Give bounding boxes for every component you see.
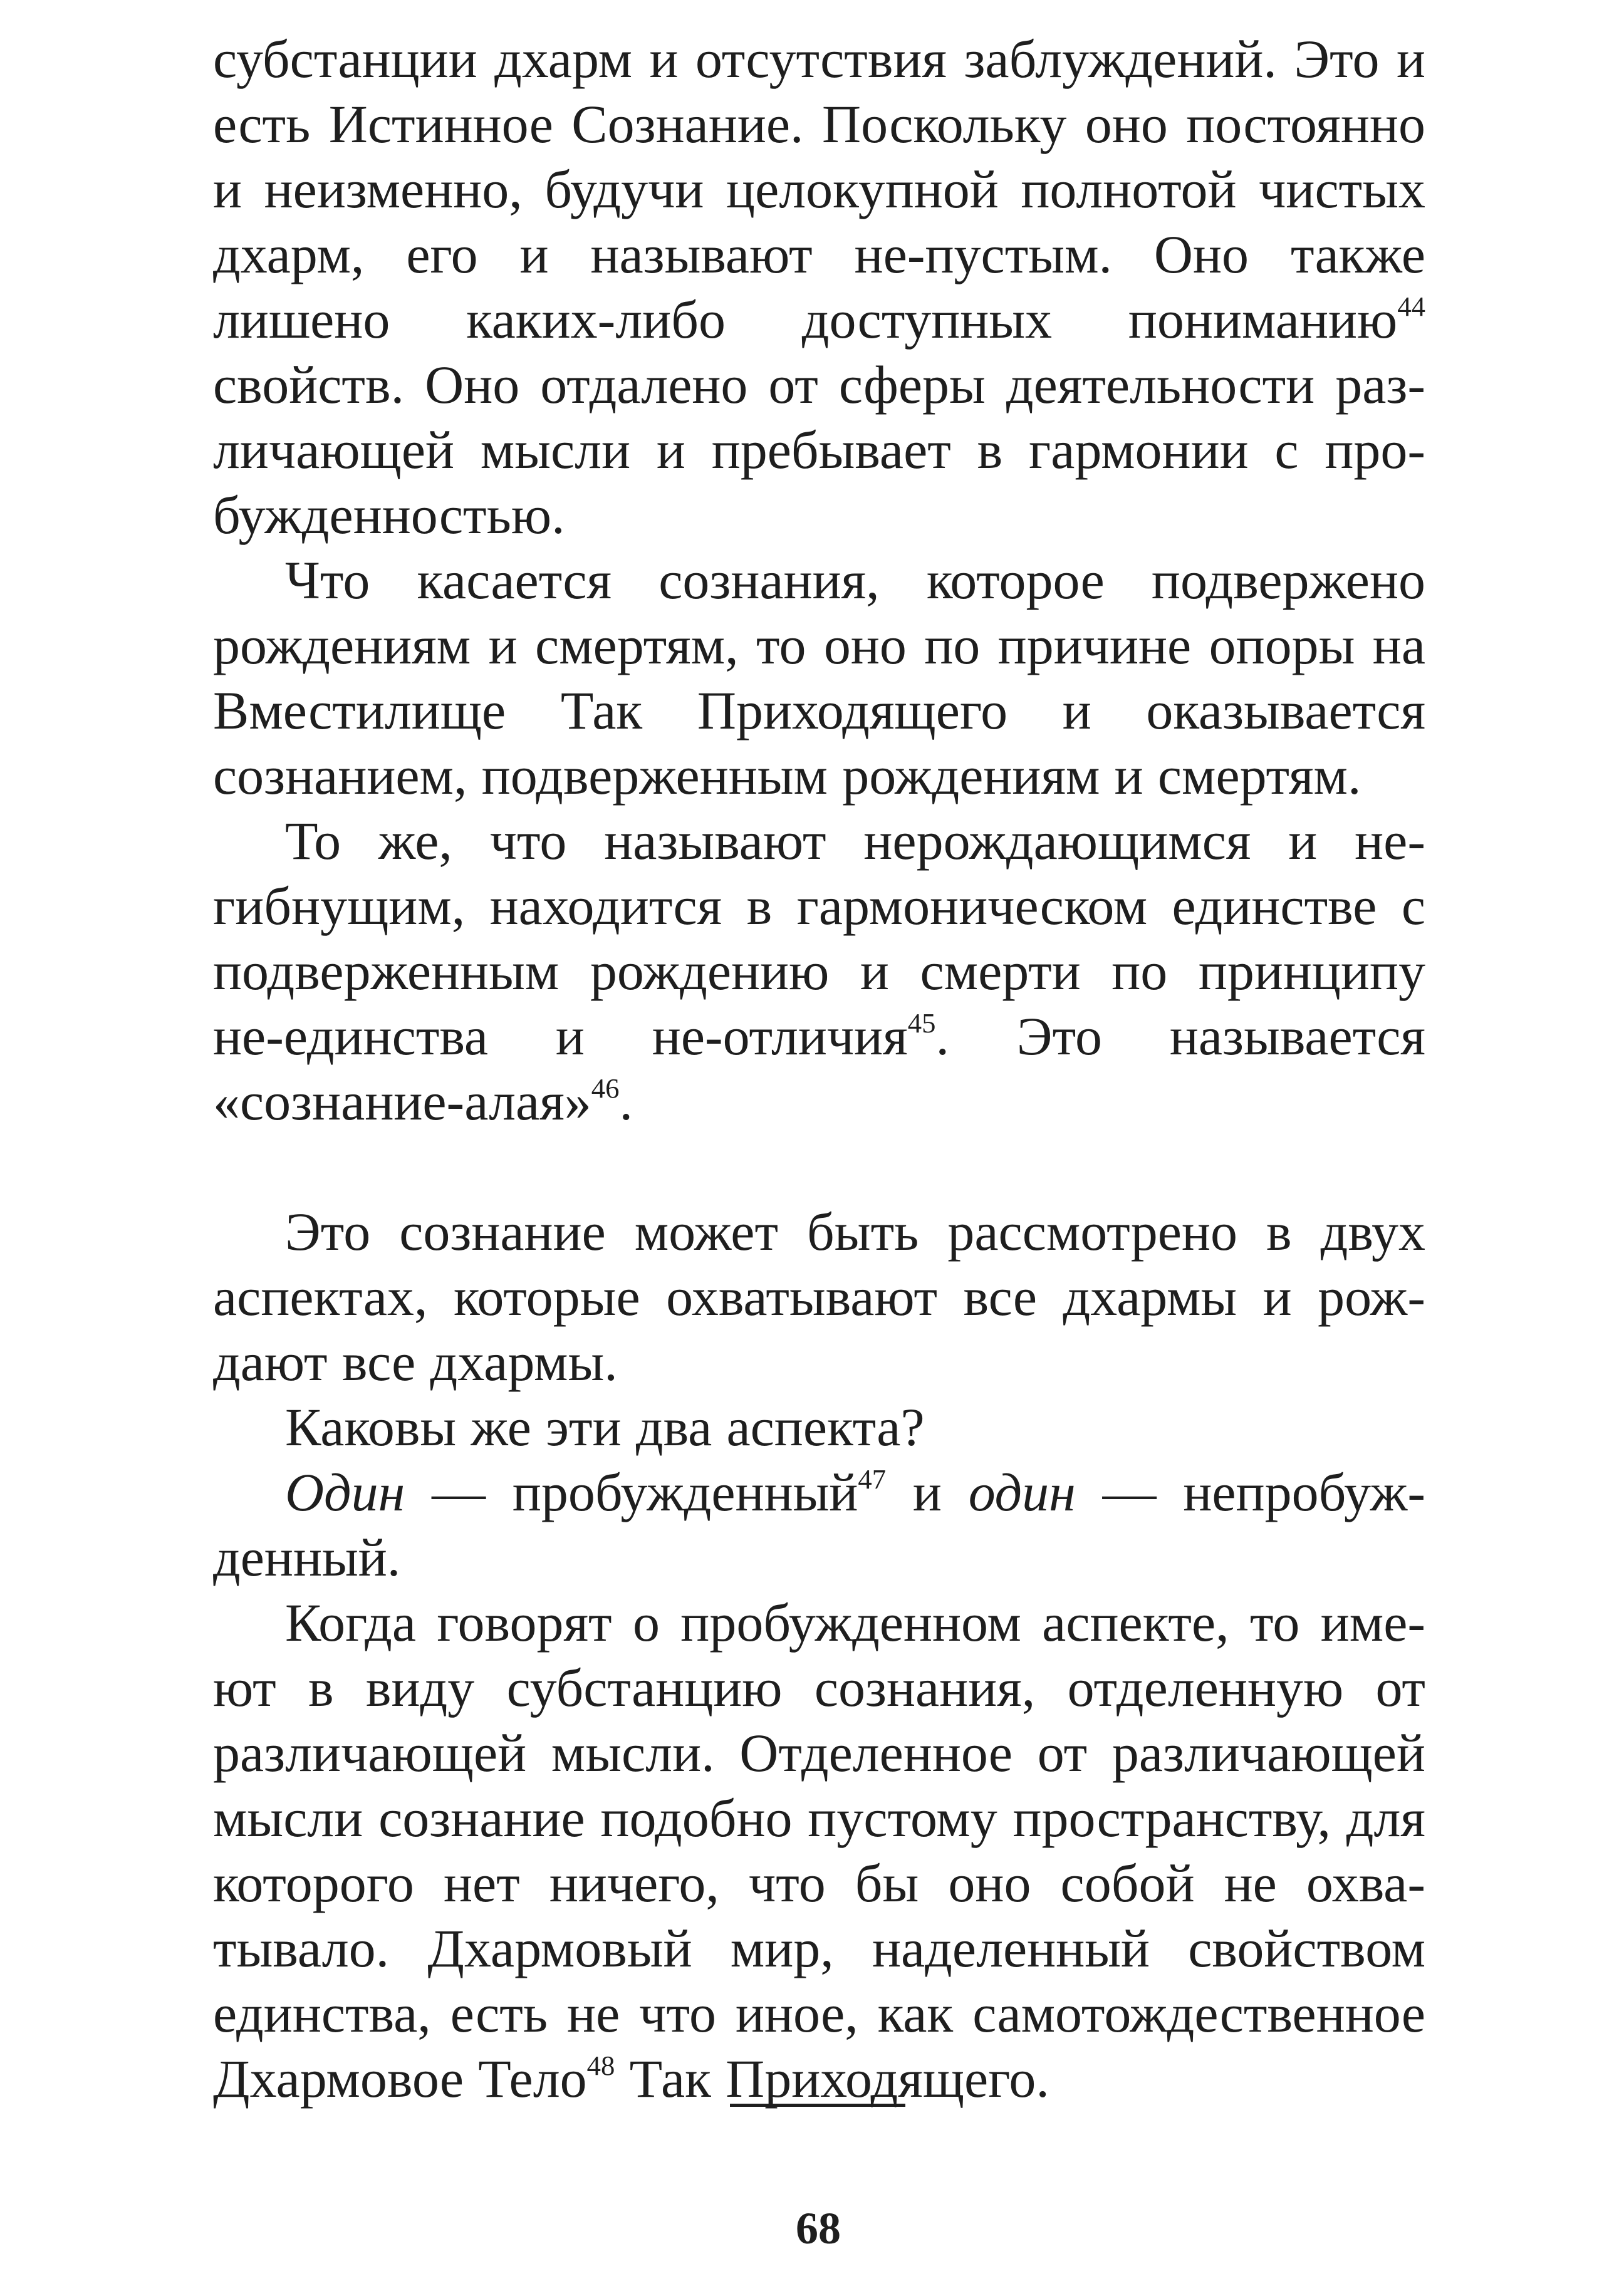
paragraph-p4: [213, 1199, 1425, 1395]
body-text: [213, 26, 1425, 2111]
paragraph-p7: [213, 1590, 1425, 2111]
text-run: То же, что называют нерождающимся и негибнущим, находится в гармоническом единстве с подверженным рождению и смерти по принципу не-единства и не-отличия: [213, 811, 1425, 1066]
footnote-ref-47: 47: [858, 1463, 887, 1495]
paragraph-p5: [213, 1395, 1425, 1460]
footnote-ref-46: 46: [591, 1073, 620, 1104]
footer-rule: [730, 2104, 905, 2107]
text-run: и: [886, 1462, 969, 1522]
italic-text: один: [968, 1462, 1076, 1522]
paragraph-p2: [213, 548, 1425, 808]
paragraph-p6: [213, 1460, 1425, 1590]
footnote-ref-48: 48: [586, 2050, 615, 2082]
text-run: .: [619, 1071, 633, 1131]
text-run: . Это называется «сознание-алая»: [213, 1006, 1425, 1131]
page-number: 68: [796, 2203, 841, 2253]
text-run: Что касается сознания, которое подвержено рождениям и смертям, то оно по причине опоры на Вместилище Так Приходящего и оказывается сознанием, подверженным рождениям и смертям.: [213, 550, 1425, 806]
paragraph-p1: [213, 26, 1425, 548]
text-run: субстанции дхарм и отсутствия заблуждений. Это и есть Истинное Сознание. Поскольку оно постоянно и неизменно, будучи целокупной полнотой чистых дхарм, его и называют не-пустым. Оно также лишено каких-либо доступных пониманию: [213, 29, 1425, 350]
text-run: — непробужденный.: [213, 1462, 1425, 1587]
text-run: — пробужденный: [405, 1462, 858, 1522]
text-run: Когда говорят о пробужденном аспекте, то имеют в виду субстанцию сознания, отделенную от различающей мысли. Отделенное от различающей мысли сознание подобно пустому пространству, для которого нет ничего, что бы оно собой не охватывало. Дхармовый мир, наделенный свойством единства, есть не что иное, как самотождественное Дхармовое Тело: [213, 1592, 1425, 2109]
text-run: Каковы же эти два аспекта?: [285, 1397, 925, 1457]
text-run: Это сознание может быть рассмотрено в двух аспектах, которые охватывают все дхармы и рождают все дхармы.: [213, 1202, 1425, 1392]
italic-text: Один: [285, 1462, 405, 1522]
text-run: свойств. Оно отдалено от сферы деятельности различающей мысли и пребывает в гармонии с пробужденностью.: [213, 355, 1425, 545]
paragraph-p3: [213, 808, 1425, 1134]
section-gap: [213, 1134, 1425, 1199]
text-run: Так Приходящего.: [615, 2049, 1049, 2109]
footnote-ref-44: 44: [1397, 291, 1425, 323]
footnote-ref-45: 45: [907, 1007, 936, 1039]
